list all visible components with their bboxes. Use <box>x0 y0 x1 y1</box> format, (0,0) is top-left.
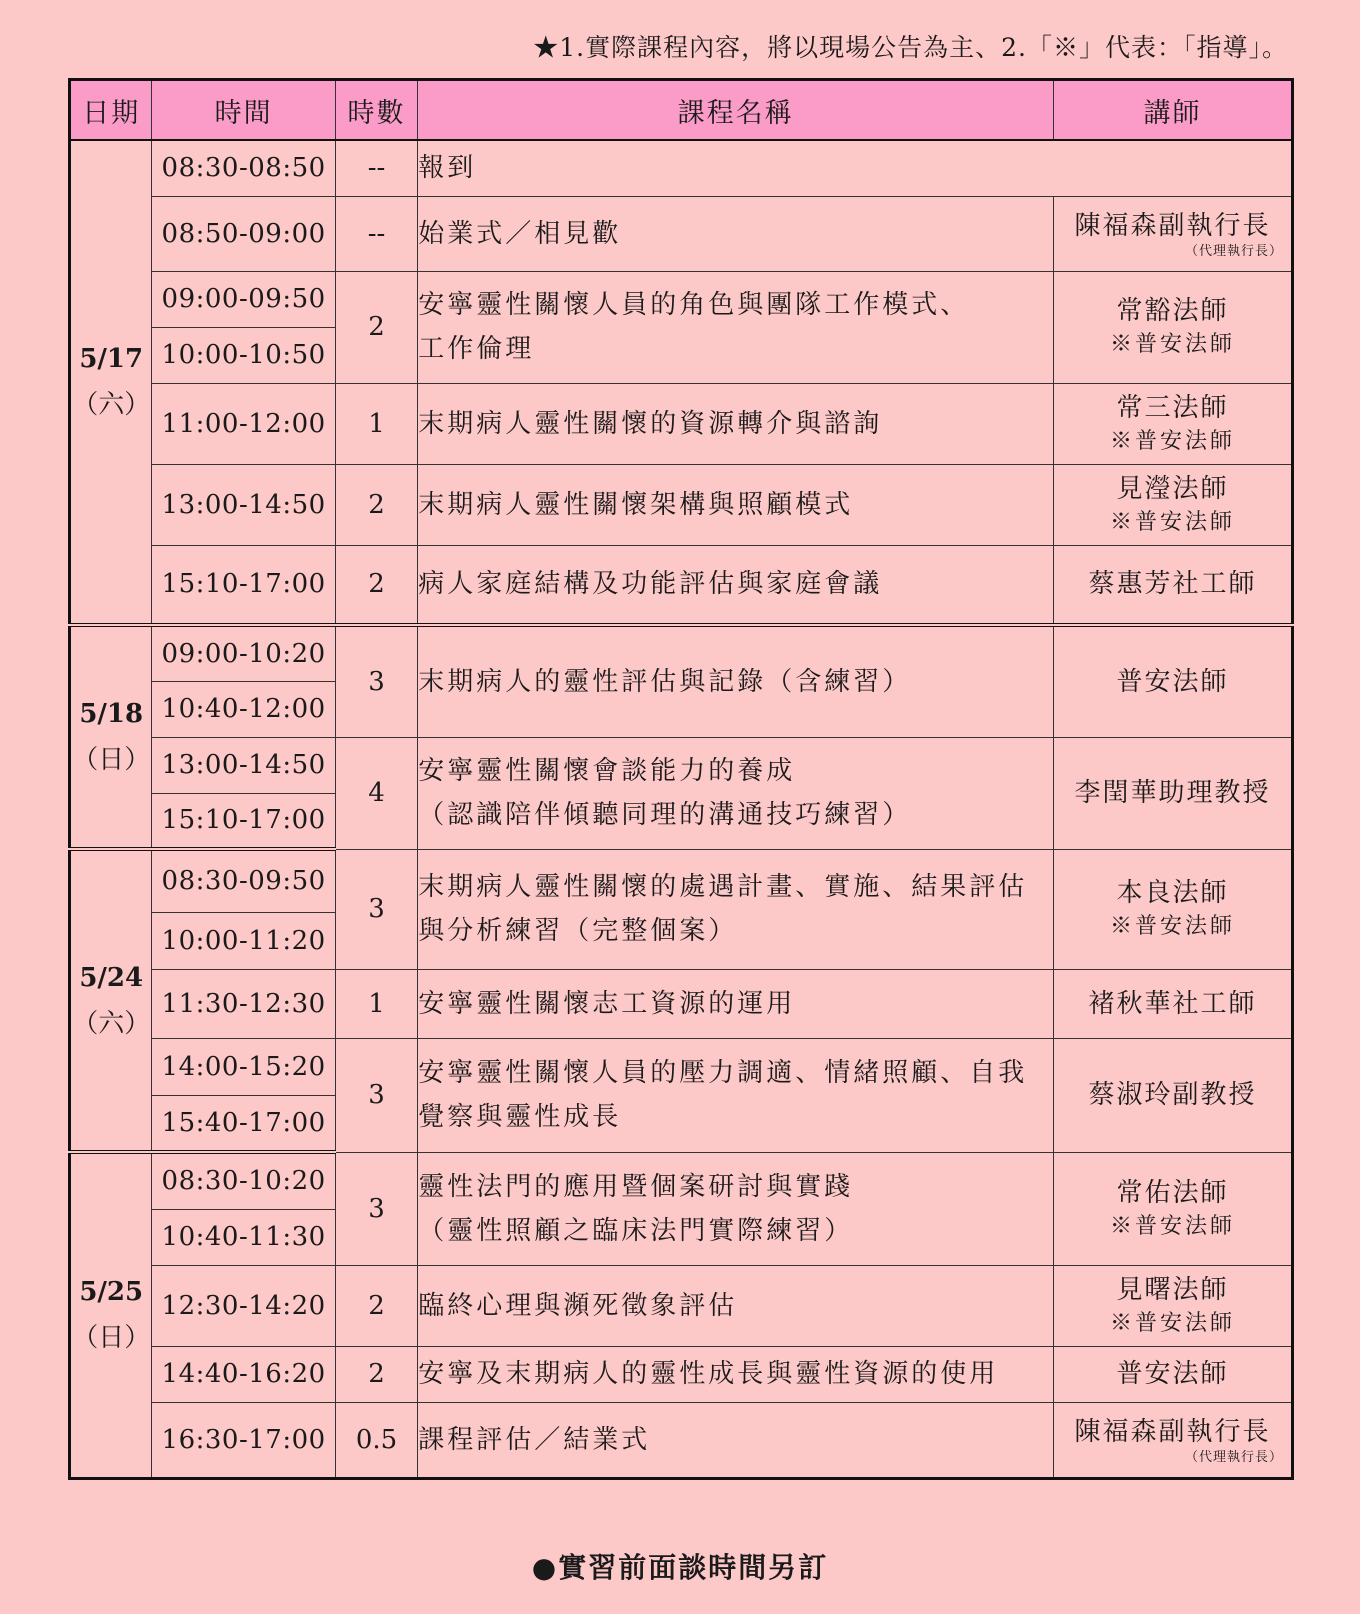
teacher-name: 李閏華助理教授 <box>1074 778 1271 808</box>
hours-cell: 1 <box>335 969 417 1038</box>
table-row <box>70 849 1293 912</box>
header-row <box>70 80 1293 141</box>
header-teacher: 講師 <box>1053 80 1292 141</box>
hours-cell: 0.5 <box>335 1402 417 1478</box>
course-cell <box>418 1152 1054 1265</box>
interview-note: ●實習前面談時間另訂 <box>531 1551 829 1584</box>
course-schedule-table <box>68 78 1294 1480</box>
hours-cell: -- <box>335 196 417 271</box>
time-cell: 14:00-15:20 <box>152 1038 335 1095</box>
course-cell: 臨終心理與瀕死徵象評估 <box>418 1265 1054 1346</box>
time-cell: 14:40-16:20 <box>152 1346 335 1402</box>
teacher-cell <box>1053 1402 1292 1478</box>
table-row <box>70 625 1293 681</box>
time-cell: 13:00-14:50 <box>152 737 335 793</box>
teacher-cell <box>1053 625 1292 737</box>
hours-cell: 2 <box>335 271 417 383</box>
course-cell <box>418 271 1054 383</box>
hours-cell: 3 <box>335 625 417 737</box>
teacher-cell <box>1053 1346 1292 1402</box>
course-line: （認識陪伴傾聽同理的溝通技巧練習） <box>418 800 912 830</box>
date-cell <box>70 849 152 1152</box>
time-cell: 11:30-12:30 <box>152 969 335 1038</box>
time-cell: 09:00-10:20 <box>152 625 335 681</box>
hours-cell: 2 <box>335 1265 417 1346</box>
time-cell: 08:30-10:20 <box>152 1152 335 1209</box>
time-cell: 10:00-10:50 <box>152 327 335 383</box>
supervisor-name: ※普安法師 <box>1109 509 1235 535</box>
time-cell: 15:40-17:00 <box>152 1095 335 1152</box>
teacher-cell <box>1053 1152 1292 1265</box>
day-of-week: （日） <box>72 1323 151 1354</box>
supervisor-name: ※普安法師 <box>1109 914 1235 939</box>
day-of-week: （日） <box>72 745 151 775</box>
teacher-name: 本良法師 <box>1116 878 1229 908</box>
course-line: 與分析練習（完整個案） <box>418 916 738 946</box>
course-line: （靈性照顧之臨床法門實際練習） <box>418 1215 854 1246</box>
teacher-name: 常佑法師 <box>1116 1177 1229 1208</box>
teacher-cell <box>1053 1265 1292 1346</box>
legend-note: ★1.實際課程內容，將以現場公告為主、2.「※」代表：「指導」。 <box>533 33 1288 62</box>
teacher-name: 蔡惠芳社工師 <box>1088 569 1257 600</box>
hours-cell: 3 <box>335 849 417 969</box>
course-cell: 病人家庭結構及功能評估與家庭會議 <box>418 545 1054 625</box>
supervisor-name: ※普安法師 <box>1109 1213 1235 1239</box>
time-cell: 11:00-12:00 <box>152 383 335 464</box>
table-row <box>70 969 1293 1038</box>
supervisor-name: ※普安法師 <box>1109 1310 1235 1336</box>
time-cell: 12:30-14:20 <box>152 1265 335 1346</box>
course-cell: 報到 <box>418 140 1293 196</box>
table-row <box>70 196 1293 271</box>
course-cell: 末期病人靈性關懷的資源轉介與諮詢 <box>418 383 1054 464</box>
course-line: 靈性法門的應用暨個案研討與實踐 <box>418 1171 854 1202</box>
course-cell <box>418 1038 1054 1152</box>
teacher-cell <box>1053 464 1292 545</box>
hours-cell: 2 <box>335 545 417 625</box>
teacher-name: 常豁法師 <box>1116 296 1229 326</box>
teacher-name: 普安法師 <box>1116 666 1229 697</box>
time-cell: 15:10-17:00 <box>152 545 335 625</box>
course-cell: 末期病人的靈性評估與記錄（含練習） <box>418 625 1054 737</box>
date-label: 5/18 <box>79 699 144 729</box>
teacher-cell <box>1053 1038 1292 1152</box>
table-row <box>70 1402 1293 1478</box>
course-cell: 課程評估／結業式 <box>418 1402 1054 1478</box>
time-cell: 15:10-17:00 <box>152 793 335 849</box>
course-line: 安寧靈性關懷會談能力的養成 <box>418 756 796 786</box>
time-cell: 08:50-09:00 <box>152 196 335 271</box>
table-row <box>70 1152 1293 1209</box>
teacher-name: 陳福森副執行長 <box>1074 1416 1271 1447</box>
teacher-name: 見曙法師 <box>1116 1274 1229 1305</box>
date-label: 5/25 <box>79 1277 144 1308</box>
date-label: 5/24 <box>79 962 144 993</box>
teacher-note: （代理執行長） <box>1184 1449 1283 1465</box>
course-line: 末期病人靈性關懷的處遇計畫、實施、結果評估 <box>418 872 1028 902</box>
teacher-name: 常三法師 <box>1116 392 1229 423</box>
teacher-note: （代理執行長） <box>1184 243 1283 259</box>
course-cell: 安寧及末期病人的靈性成長與靈性資源的使用 <box>418 1346 1054 1402</box>
table-row <box>70 1038 1293 1095</box>
header-hours: 時數 <box>335 80 417 141</box>
time-cell: 16:30-17:00 <box>152 1402 335 1478</box>
teacher-cell <box>1053 737 1292 849</box>
supervisor-name: ※普安法師 <box>1109 428 1235 454</box>
teacher-cell <box>1053 969 1292 1038</box>
teacher-name: 蔡淑玲副教授 <box>1088 1080 1257 1110</box>
hours-cell: 2 <box>335 464 417 545</box>
teacher-cell <box>1053 545 1292 625</box>
day-of-week: （六） <box>72 1008 151 1039</box>
table-row <box>70 271 1293 327</box>
date-cell <box>70 1152 152 1478</box>
table-row <box>70 545 1293 625</box>
hours-cell: 4 <box>335 737 417 849</box>
teacher-name: 見瀅法師 <box>1116 473 1229 504</box>
hours-cell: 3 <box>335 1152 417 1265</box>
course-line: 安寧靈性關懷人員的壓力調適、情緒照顧、自我 <box>418 1058 1028 1088</box>
time-cell: 10:40-12:00 <box>152 681 335 737</box>
course-cell: 末期病人靈性關懷架構與照顧模式 <box>418 464 1054 545</box>
course-cell <box>418 737 1054 849</box>
time-cell: 10:40-11:30 <box>152 1209 335 1265</box>
time-cell: 09:00-09:50 <box>152 271 335 327</box>
teacher-cell <box>1053 383 1292 464</box>
teacher-name: 普安法師 <box>1116 1359 1229 1389</box>
header-course: 課程名稱 <box>418 80 1054 141</box>
table-row <box>70 464 1293 545</box>
course-line: 安寧靈性關懷人員的角色與團隊工作模式、 <box>418 290 970 320</box>
date-cell <box>70 625 152 849</box>
course-line: 覺察與靈性成長 <box>418 1102 622 1132</box>
date-label: 5/17 <box>79 344 144 374</box>
hours-cell: 2 <box>335 1346 417 1402</box>
day-of-week: （六） <box>72 390 151 420</box>
time-cell: 08:30-08:50 <box>152 140 335 196</box>
table-row <box>70 383 1293 464</box>
table-row <box>70 1265 1293 1346</box>
table-row <box>70 1346 1293 1402</box>
header-time: 時間 <box>152 80 335 141</box>
time-cell: 13:00-14:50 <box>152 464 335 545</box>
teacher-cell <box>1053 196 1292 271</box>
teacher-cell <box>1053 271 1292 383</box>
hours-cell: 1 <box>335 383 417 464</box>
supervisor-name: ※普安法師 <box>1109 332 1235 357</box>
teacher-name: 陳福森副執行長 <box>1074 210 1271 241</box>
course-cell: 始業式／相見歡 <box>418 196 1054 271</box>
time-cell: 10:00-11:20 <box>152 912 335 969</box>
header-date: 日期 <box>70 80 152 141</box>
time-cell: 08:30-09:50 <box>152 849 335 912</box>
course-cell: 安寧靈性關懷志工資源的運用 <box>418 969 1054 1038</box>
hours-cell: 3 <box>335 1038 417 1152</box>
teacher-cell <box>1053 849 1292 969</box>
date-cell <box>70 140 152 625</box>
hours-cell: -- <box>335 140 417 196</box>
table-row <box>70 737 1293 793</box>
teacher-name: 褚秋華社工師 <box>1088 988 1257 1019</box>
table-row <box>70 140 1293 196</box>
course-cell <box>418 849 1054 969</box>
course-line: 工作倫理 <box>418 334 535 364</box>
